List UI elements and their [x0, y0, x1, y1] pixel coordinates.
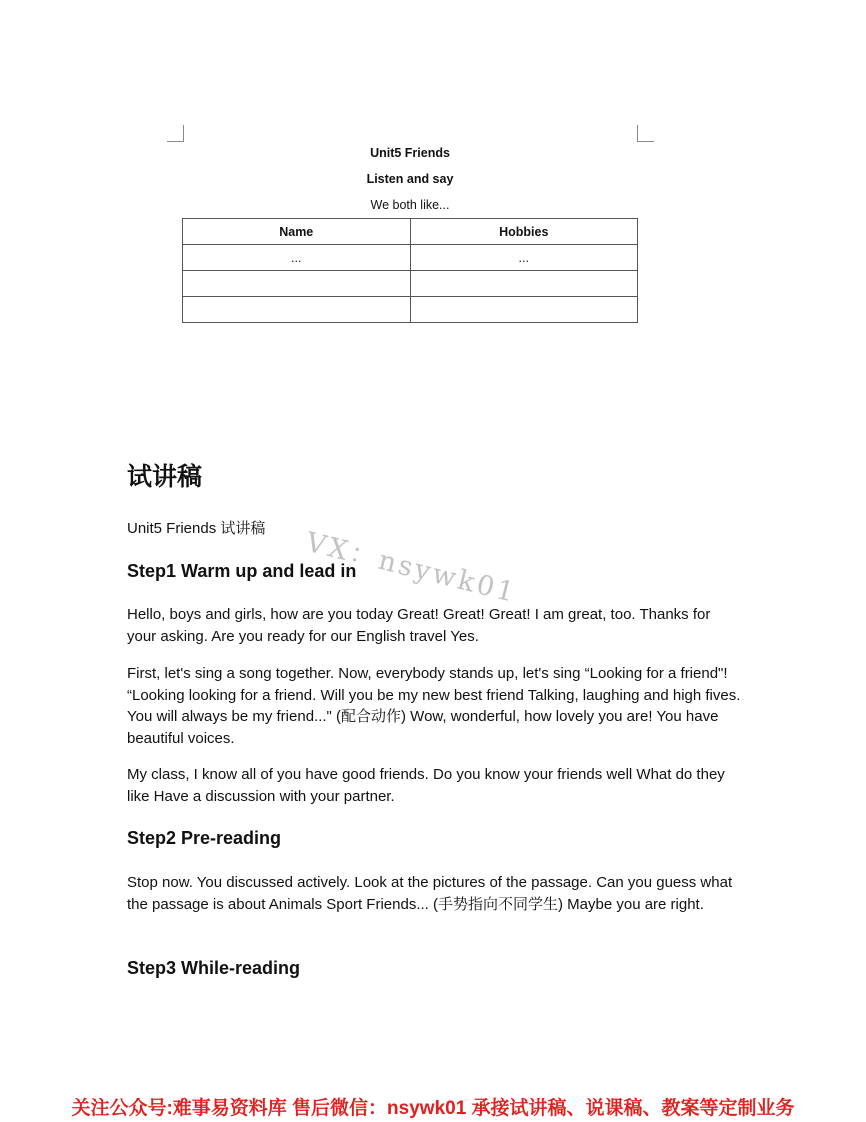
crop-mark-top-left [167, 125, 184, 142]
hobbies-table [182, 218, 638, 323]
script-subtitle: Unit5 Friends 试讲稿 [127, 520, 266, 537]
step1-paragraph-3: My class, I know all of you have good friends. Do you know your friends well What do they like Have a discussion with your partner. [127, 766, 725, 805]
table-header-row [183, 219, 638, 245]
handout-prompt: We both like... [370, 198, 450, 212]
step1-heading: Step1 Warm up and lead in [127, 561, 357, 581]
table-cell: ... [183, 245, 411, 271]
table-header-name: Name [183, 219, 411, 245]
step2-paragraph-1: Stop now. You discussed actively. Look at the pictures of the passage. Can you guess what the passage is about Animals Sport Friends... (手势指向不同学生) Maybe you are right. [127, 874, 733, 913]
step1-paragraph-2: First, let's sing a song together. Now, everybody stands up, let's sing “Looking for a friend"! “Looking looking for a friend. Will you be my new best friend Talking, laughing and high fives. You will always be my friend..." (配合动作) Wow, wonderful, how lovely you are! You have beautiful voices. [127, 665, 741, 747]
table-cell [410, 271, 638, 297]
step3-heading: Step3 While-reading [127, 958, 301, 978]
table-header-hobbies: Hobbies [410, 219, 638, 245]
table-row [183, 245, 638, 271]
table-cell: ... [410, 245, 638, 271]
step1-paragraph-1: Hello, boys and girls, how are you today Great! Great! Great! I am great, too. Thanks for your asking. Are you ready for our English travel Yes. [127, 606, 711, 645]
table-cell [183, 297, 411, 323]
step2-heading: Step2 Pre-reading [127, 828, 282, 848]
table-cell [183, 271, 411, 297]
handout-title: Unit5 Friends [370, 146, 450, 160]
table-row [183, 271, 638, 297]
footer-promo-banner: 关注公众号:难事易资料库 售后微信：nsywk01 承接试讲稿、说课稿、教案等定制业务 [71, 1098, 795, 1119]
table-row [183, 297, 638, 323]
watermark-text: VX：nsywk01 [302, 526, 520, 610]
crop-mark-top-right [637, 125, 654, 142]
table-cell [410, 297, 638, 323]
script-heading: 试讲稿 [127, 463, 203, 491]
handout-subtitle: Listen and say [366, 172, 454, 186]
